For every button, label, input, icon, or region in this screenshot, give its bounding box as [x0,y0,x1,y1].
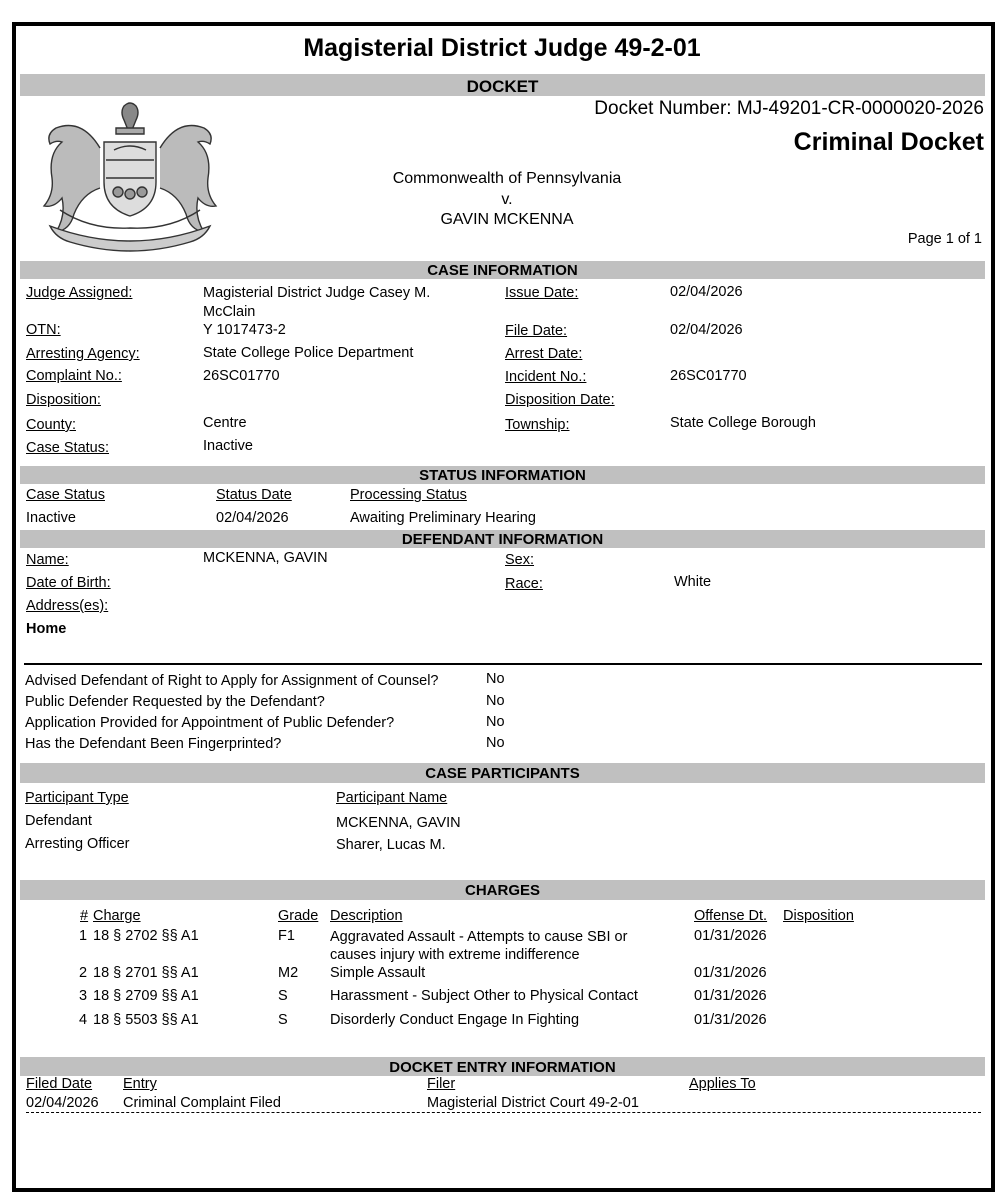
docket-entry-banner [20,1057,985,1076]
charge-grade: S [278,1012,288,1028]
charge-code: 18 § 2702 §§ A1 [93,928,199,944]
versus-text: v. [501,191,513,208]
charge-num: 2 [79,965,88,981]
disposition-date-label: Disposition Date: [505,392,615,408]
charge-offense-date: 01/31/2026 [694,1012,767,1028]
address-label: Address(es): [26,598,109,614]
otn-value: Y 1017473-2 [203,322,286,338]
counsel-answer: No [486,714,505,730]
docket-type: Criminal Docket [793,128,984,156]
participant-name: Sharer, Lucas M. [336,837,446,853]
case-information-heading: CASE INFORMATION [427,262,578,279]
status-case-status-value: Inactive [26,510,76,526]
filed-date-value: 02/04/2026 [26,1095,99,1111]
defendant-information-banner [20,530,985,548]
charge-description: Disorderly Conduct Engage In Fighting [330,1012,580,1028]
status-information-heading: STATUS INFORMATION [419,467,586,484]
counsel-answer: No [486,693,505,709]
charge-num: 1 [79,928,88,944]
counsel-answer: No [486,671,505,687]
defendant-caption: GAVIN MCKENNA [440,211,574,228]
otn-label: OTN: [26,322,61,338]
counsel-question: Application Provided for Appointment of Public Defender? [25,715,395,731]
participant-type: Defendant [25,813,92,829]
charge-offense-date: 01/31/2026 [694,965,767,981]
counsel-answer: No [486,735,505,751]
charge-grade: F1 [278,928,295,944]
status-col-case-status: Case Status [26,487,105,503]
arresting-agency-value: State College Police Department [203,345,414,361]
docket-label: DOCKET [466,77,539,96]
case-participants-heading: CASE PARTICIPANTS [425,765,580,782]
defendant-name-value: MCKENNA, GAVIN [203,550,328,566]
charge-description-line2: causes injury with extreme indifference [330,947,580,963]
case-status-label: Case Status: [26,440,110,456]
status-information-banner [20,466,985,484]
county-value: Centre [203,415,247,431]
case-information-banner [20,261,985,279]
charge-offense-date: 01/31/2026 [694,988,767,1004]
participant-name: MCKENNA, GAVIN [336,815,461,831]
entry-header: Entry [123,1076,157,1092]
description-header: Description [330,908,403,924]
charge-num: 3 [79,988,88,1004]
counsel-question: Has the Defendant Been Fingerprinted? [25,736,282,752]
charge-description: Harassment - Subject Other to Physical Contact [330,988,638,1004]
charges-banner [20,880,985,900]
docket-banner [20,74,985,96]
case-participants-banner [20,763,985,783]
issue-date-label: Issue Date: [505,285,579,301]
arrest-date-label: Arrest Date: [505,346,583,362]
charge-num: 4 [79,1012,88,1028]
counsel-question: Public Defender Requested by the Defendant? [25,694,325,710]
dob-label: Date of Birth: [26,575,111,591]
charge-grade: M2 [278,965,299,981]
disposition-header: Disposition [783,908,854,924]
arresting-agency-label: Arresting Agency: [26,346,140,362]
docket-entry-heading: DOCKET ENTRY INFORMATION [389,1059,616,1076]
file-date-label: File Date: [505,323,568,339]
participant-type-header: Participant Type [25,790,129,806]
township-label: Township: [505,417,570,433]
filer-header: Filer [427,1076,456,1092]
offense-date-header: Offense Dt. [694,908,768,924]
judge-value: Magisterial District Judge Casey M. [203,285,431,301]
charge-description: Aggravated Assault - Attempts to cause SBI or [330,929,628,945]
status-date-value: 02/04/2026 [216,510,289,526]
complaint-label: Complaint No.: [26,368,122,384]
charge-code: 18 § 2709 §§ A1 [93,988,199,1004]
race-label: Race: [505,576,543,592]
issue-date-value: 02/04/2026 [670,284,743,300]
file-date-value: 02/04/2026 [670,322,743,338]
participant-name-header: Participant Name [336,790,448,806]
case-status-value: Inactive [203,438,253,454]
status-col-status-date: Status Date [216,487,292,503]
judge-value-line2: McClain [203,304,256,320]
race-value: White [674,574,712,590]
disposition-label: Disposition: [26,392,101,408]
court-title: Magisterial District Judge 49-2-01 [303,34,701,62]
complaint-value: 26SC01770 [203,368,280,384]
home-label: Home [26,621,67,637]
county-label: County: [26,417,76,433]
charge-header: Charge [93,908,141,924]
plaintiff-name: Commonwealth of Pennsylvania [392,170,622,187]
page-indicator: Page 1 of 1 [907,231,982,247]
section-divider [24,663,982,665]
charge-description: Simple Assault [330,965,426,981]
charge-num-header: # [80,908,89,924]
filer-value: Magisterial District Court 49-2-01 [427,1095,639,1111]
processing-status-value: Awaiting Preliminary Hearing [350,510,536,526]
defendant-name-label: Name: [26,552,69,568]
charges-heading: CHARGES [464,882,540,899]
dashed-separator [26,1112,981,1113]
township-value: State College Borough [670,415,816,431]
status-col-processing: Processing Status [350,487,467,503]
docket-number: Docket Number: MJ-49201-CR-0000020-2026 [594,98,984,119]
entry-value: Criminal Complaint Filed [123,1095,281,1111]
filed-date-header: Filed Date [26,1076,93,1092]
charge-code: 18 § 5503 §§ A1 [93,1012,199,1028]
applies-to-header: Applies To [689,1076,756,1092]
charge-code: 18 § 2701 §§ A1 [93,965,199,981]
incident-label: Incident No.: [505,369,587,385]
grade-header: Grade [278,908,319,924]
incident-value: 26SC01770 [670,368,747,384]
defendant-information-heading: DEFENDANT INFORMATION [401,531,604,548]
charge-offense-date: 01/31/2026 [694,928,767,944]
charge-grade: S [278,988,288,1004]
counsel-question: Advised Defendant of Right to Apply for Assignment of Counsel? [25,673,439,689]
judge-label: Judge Assigned: [26,285,133,301]
sex-label: Sex: [505,552,535,568]
participant-type: Arresting Officer [25,836,130,852]
